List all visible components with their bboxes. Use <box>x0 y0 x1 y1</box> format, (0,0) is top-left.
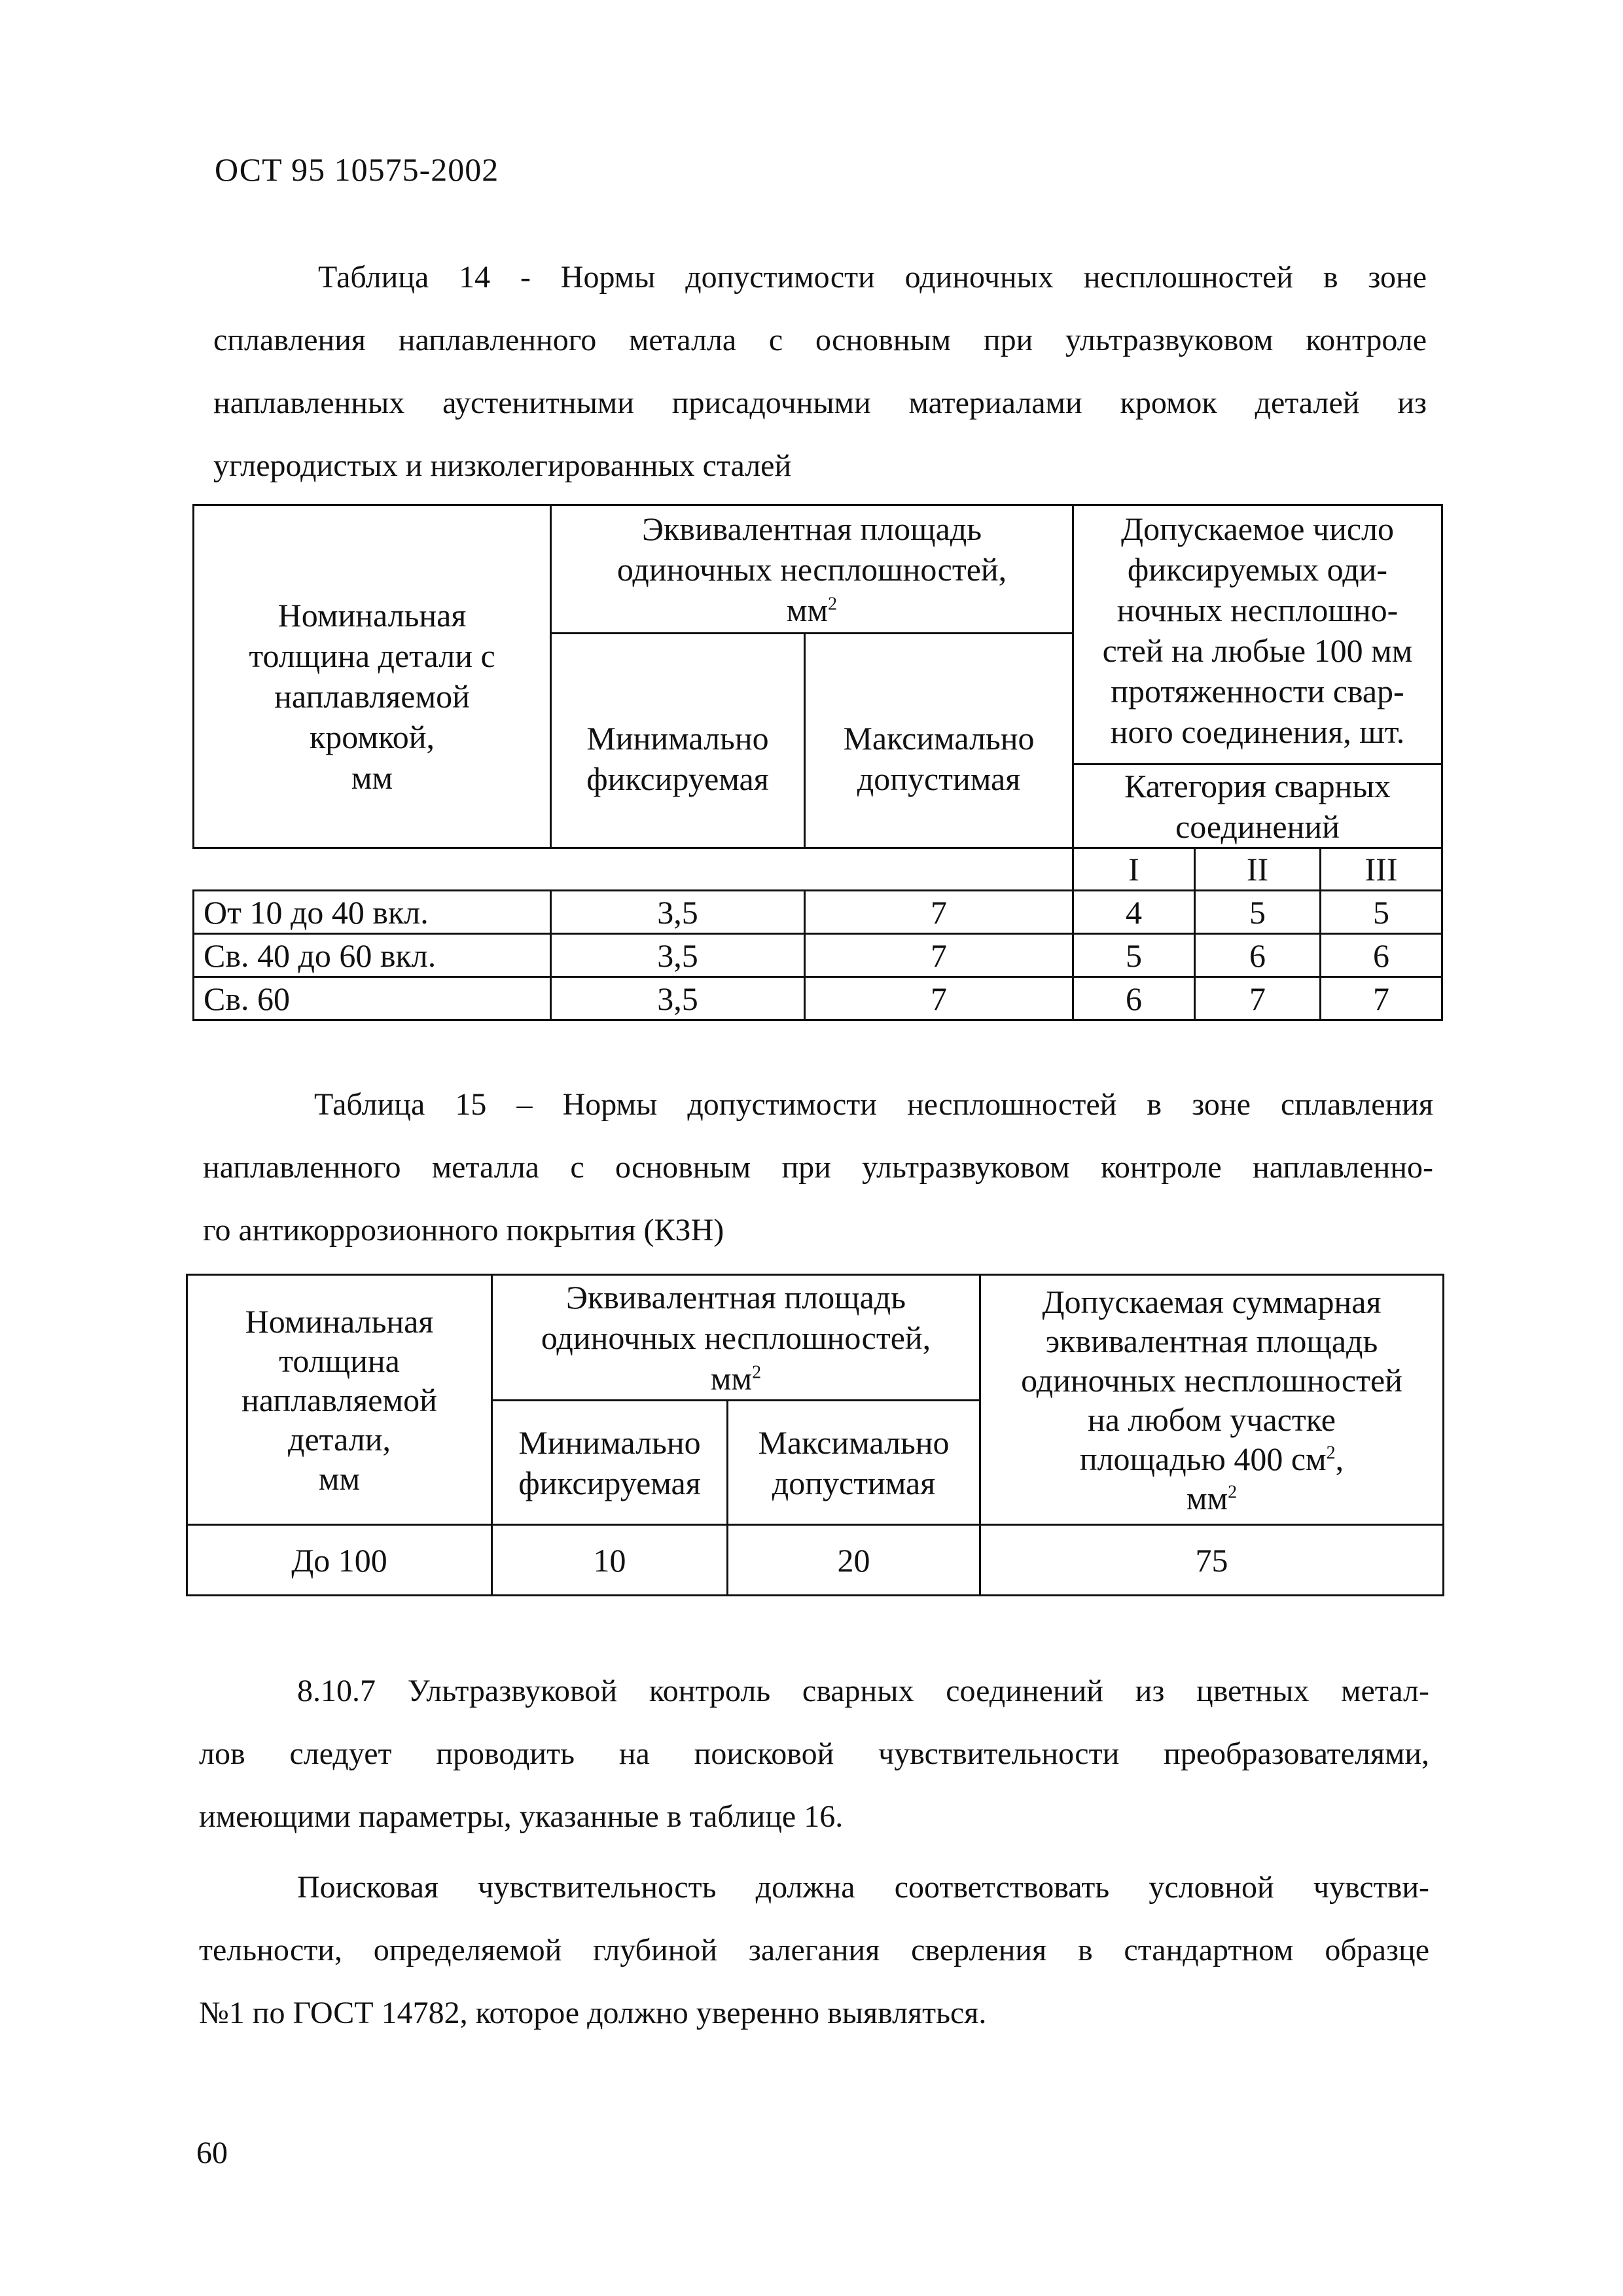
header-min: Минимально фиксируемая <box>551 634 805 848</box>
caption-line: Таблица 15 – Нормы допустимости несплошностей в зоне сплавления <box>314 1087 1433 1122</box>
caption-line: углеродистых и низколегированных сталей <box>213 448 792 483</box>
paragraph-sensitivity <box>199 1856 1429 2045</box>
header-max: Максимально допустимая <box>805 634 1073 848</box>
header-cat-1: I <box>1073 848 1195 891</box>
caption-line: наплавленного металла с основным при ультразвуковом контроле наплавленно- <box>203 1150 1433 1185</box>
table-row: До 100 10 20 75 <box>187 1525 1444 1596</box>
table14-caption <box>213 246 1427 497</box>
header-cat-3: III <box>1321 848 1442 891</box>
section-8-10-7 <box>199 1660 1429 1848</box>
table-14 <box>192 504 1443 1021</box>
table-row: Св. 40 до 60 вкл. 3,5 7 5 6 6 <box>194 934 1442 977</box>
header-allowed-count: Допускаемое число фиксируемых оди- ночных несплошно- стей на любые 100 мм протяженности свар- ного соединения, шт. <box>1073 505 1442 764</box>
caption-line: Таблица 14 - Нормы допустимости одиночных несплошностей в зоне <box>318 260 1427 295</box>
paragraph-line: Поисковая чувствительность должна соответствовать условной чувстви- <box>297 1870 1429 1905</box>
header-category: Категория сварных соединений <box>1073 764 1442 848</box>
header-equivalent-area: Эквивалентная площадь одиночных несплошностей, $мм^2$ <box>551 505 1073 634</box>
paragraph-line: №1 по ГОСТ 14782, которое должно уверенно выявляться. <box>199 1996 987 2030</box>
header-min: Минимально фиксируемая <box>492 1401 728 1525</box>
caption-line: наплавленных аустенитными присадочными материалами кромок деталей из <box>213 386 1427 420</box>
paragraph-line: тельности, определяемой глубиной залегания сверления в стандартном образце <box>199 1933 1429 1967</box>
header-thickness: Номинальная толщина детали с наплавляемой кромкой, мм <box>194 505 551 848</box>
header-cat-2: II <box>1195 848 1321 891</box>
table-15 <box>186 1274 1444 1596</box>
document-code: ОСТ 95 10575-2002 <box>215 151 499 188</box>
caption-line: го антикоррозионного покрытия (КЗН) <box>203 1213 724 1247</box>
table-row: От 10 до 40 вкл. 3,5 7 4 5 5 <box>194 891 1442 934</box>
header-thickness: Номинальная толщина наплавляемой детали, мм <box>187 1275 492 1525</box>
header-max: Максимально допустимая <box>728 1401 980 1525</box>
header-equivalent-area: Эквивалентная площадь одиночных несплошностей, $мм^2$ <box>492 1275 980 1401</box>
caption-line: сплавления наплавленного металла с основным при ультразвуковом контроле <box>213 323 1427 357</box>
table-row: Св. 60 3,5 7 6 7 7 <box>194 977 1442 1020</box>
paragraph-line: лов следует проводить на поисковой чувствительности преобразователями, <box>199 1736 1429 1771</box>
header-allowed-sum: Допускаемая суммарная эквивалентная площадь одиночных несплошностей на любом участке площадью 400 $см^2$, $мм^2$ <box>980 1275 1444 1525</box>
paragraph-line: 8.10.7 Ультразвуковой контроль сварных соединений из цветных метал- <box>297 1674 1429 1708</box>
page-number: 60 <box>196 2136 228 2170</box>
table15-caption <box>203 1073 1433 1262</box>
header-spacer <box>194 848 1073 891</box>
paragraph-line: имеющими параметры, указанные в таблице 16. <box>199 1799 844 1834</box>
